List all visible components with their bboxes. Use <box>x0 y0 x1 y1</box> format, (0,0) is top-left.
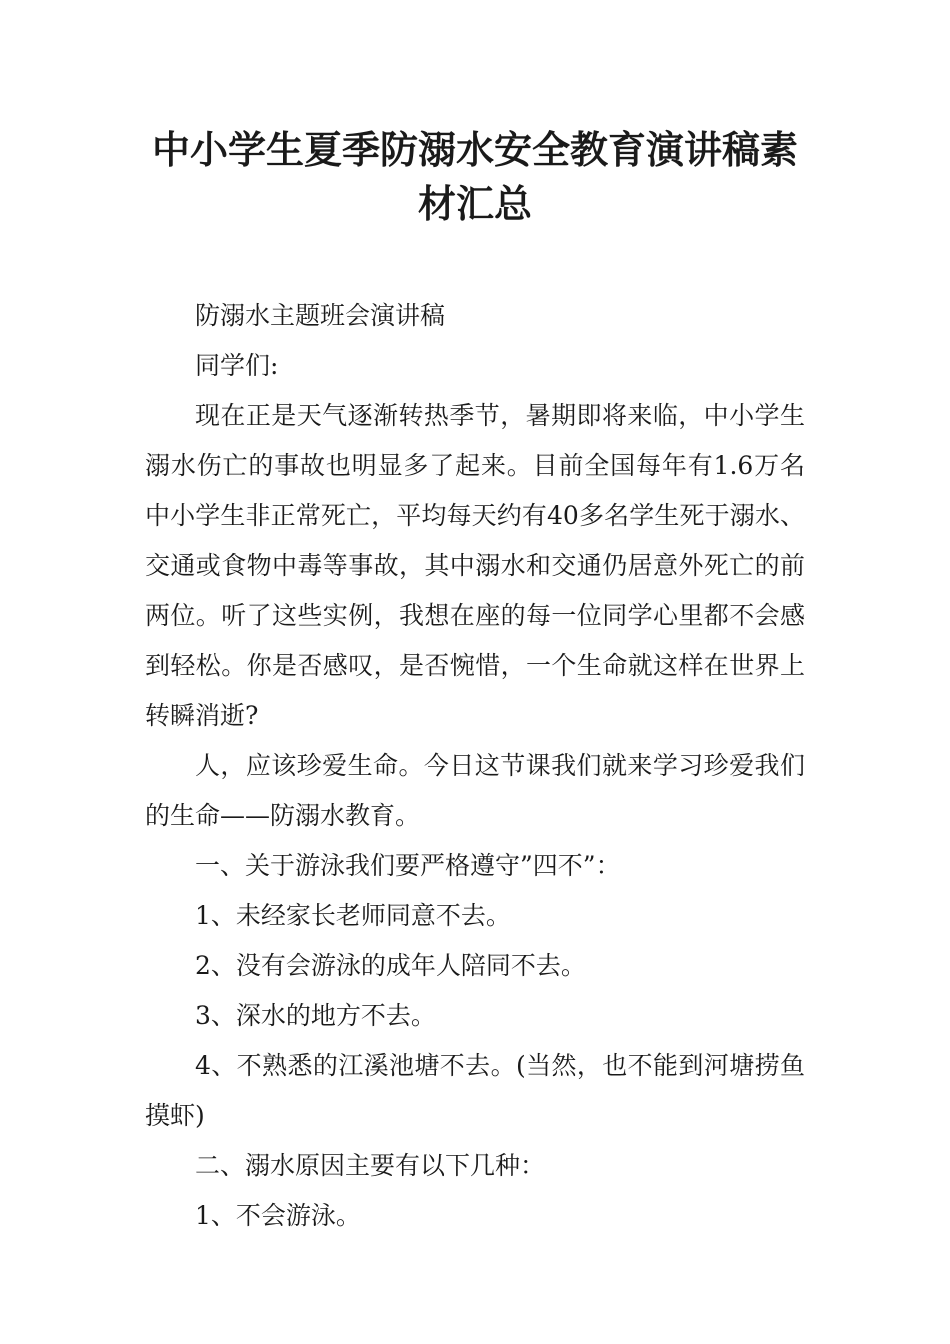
paragraph-cherish-life: 人，应该珍爱生命。今日这节课我们就来学习珍爱我们的生命——防溺水教育。 <box>145 751 805 830</box>
paragraph-subtitle: 防溺水主题班会演讲稿 <box>195 301 446 330</box>
document-body <box>145 291 805 1241</box>
paragraph-intro: 现在正是天气逐渐转热季节，暑期即将来临，中小学生溺水伤亡的事故也明显多了起来。目前全国每年有1.6万名中小学生非正常死亡，平均每天约有40多名学生死于溺水、交通或食物中毒等事故，其中溺水和交通仍居意外死亡的前两位。听了这些实例，我想在座的每一位同学心里都不会感到轻松。你是否感叹，是否惋惜，一个生命就这样在世界上转瞬消逝? <box>145 401 805 730</box>
paragraph-section-one-heading: 一、关于游泳我们要严格遵守”四不”： <box>195 851 621 880</box>
paragraph-greeting: 同学们: <box>195 351 279 380</box>
paragraph-reason-1: 1、不会游泳。 <box>195 1201 361 1230</box>
paragraph-rule-1: 1、未经家长老师同意不去。 <box>195 901 511 930</box>
paragraph-rule-3: 3、深水的地方不去。 <box>195 1001 436 1030</box>
document-title: 中小学生夏季防溺水安全教育演讲稿素材汇总 <box>151 128 798 226</box>
paragraph-rule-2: 2、没有会游泳的成年人陪同不去。 <box>195 951 586 980</box>
paragraph-rule-4: 4、不熟悉的江溪池塘不去。(当然，也不能到河塘捞鱼摸虾) <box>145 1051 805 1130</box>
paragraph-section-two-heading: 二、溺水原因主要有以下几种： <box>195 1151 546 1180</box>
